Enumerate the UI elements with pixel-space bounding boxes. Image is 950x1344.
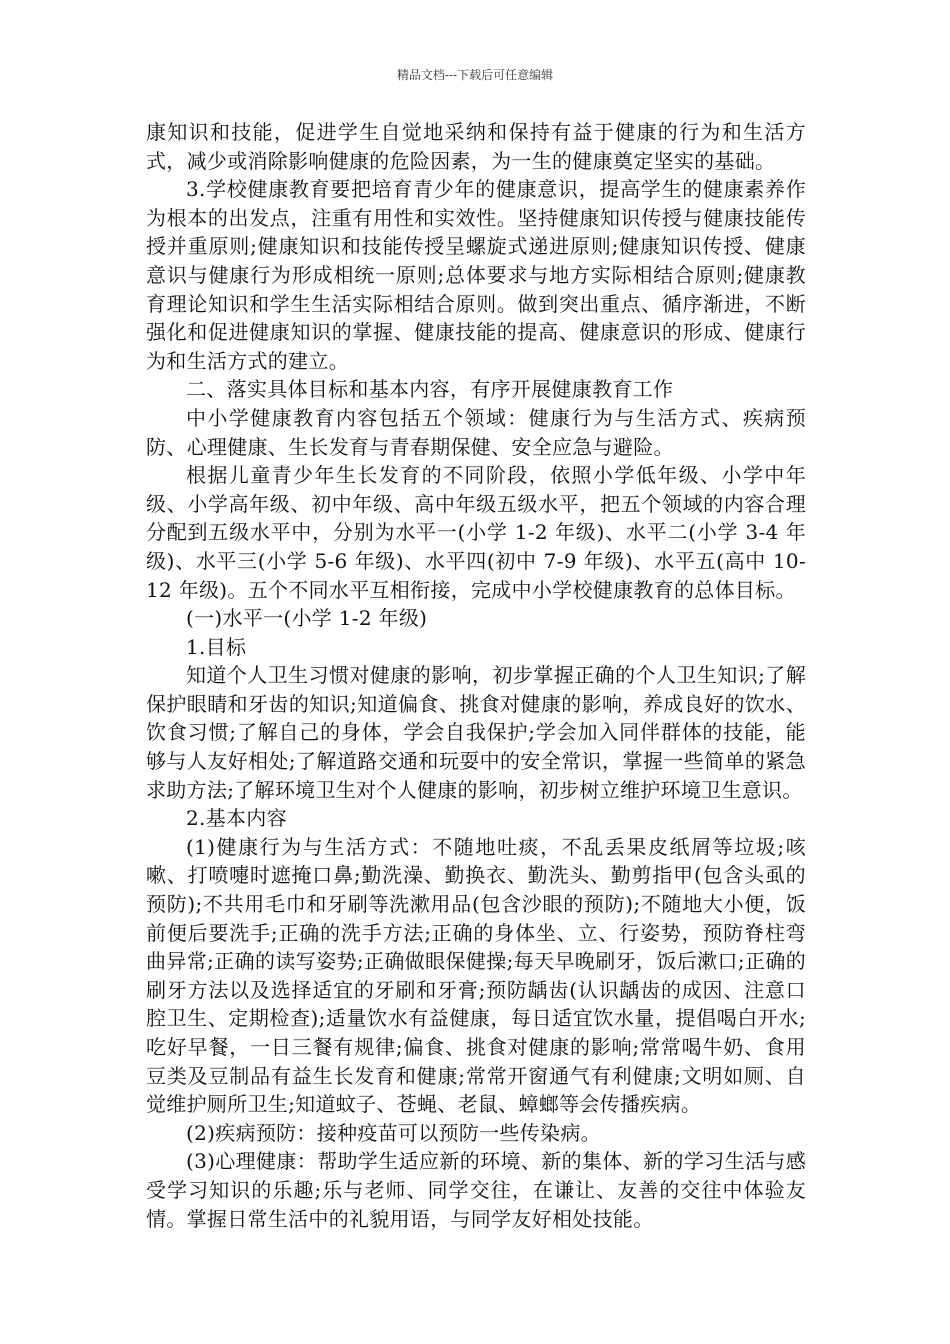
paragraph: (1)健康行为与生活方式：不随地吐痰，不乱丢果皮纸屑等垃圾;咳嗽、打喷嚏时遮掩口鼻;勤洗澡、勤换衣、勤洗头、勤剪指甲(包含头虱的预防);不共用毛巾和牙刷等洗漱用品(包含沙眼的预防);不随地大小便，饭前便后要洗手;正确的洗手方法;正确的身体坐、立、行姿势，预防脊柱弯曲异常;正确的读写姿势;正确做眼保健操;每天早晚刷牙，饭后漱口;正确的刷牙方法以及选择适宜的牙刷和牙膏;预防龋齿(认识龋齿的成因、注意口腔卫生、定期检查);适量饮水有益健康，每日适宜饮水量，提倡喝白开水;吃好早餐，一日三餐有规律;偏食、挑食对健康的影响;常常喝牛奶、食用豆类及豆制品有益生长发育和健康;常常开窗通气有利健康;文明如厕、自觉维护厕所卫生;知道蚊子、苍蝇、老鼠、蟑螂等会传播疾病。: [146, 834, 806, 1117]
page-header: 精品文档---下载后可任意编辑: [396, 68, 554, 82]
paragraph: (2)疾病预防：接种疫苗可以预防一些传染病。: [186, 1120, 601, 1145]
item-heading: 2.基本内容: [186, 806, 287, 831]
paragraph: (3)心理健康：帮助学生适应新的环境、新的集体、新的学习生活与感受学习知识的乐趣;乐与老师、同学交往，在谦让、友善的交往中体验友情。掌握日常生活中的礼貌用语，与同学友好相处技能。: [146, 1149, 806, 1231]
subsection-heading: (一)水平一(小学 1-2 年级): [186, 606, 428, 631]
paragraph: 康知识和技能，促进学生自觉地采纳和保持有益于健康的行为和生活方式，减少或消除影响健康的危险因素，为一生的健康奠定坚实的基础。: [146, 120, 806, 173]
document-body: [146, 118, 806, 1233]
paragraph: 根据儿童青少年生长发育的不同阶段，依照小学低年级、小学中年级、小学高年级、初中年级、高中年级五级水平，把五个领域的内容合理分配到五级水平中，分别为水平一(小学 1-2 年级)、水平二(小学 3-4 年级)、水平三(小学 5-6 年级)、水平四(初中 7-9 年级)、水平五(高中 10-12 年级)。五个不同水平互相衔接，完成中小学校健康教育的总体目标。: [146, 463, 806, 602]
section-heading: 二、落实具体目标和基本内容，有序开展健康教育工作: [186, 377, 674, 402]
paragraph: 中小学健康教育内容包括五个领域：健康行为与生活方式、疾病预防、心理健康、生长发育与青春期保健、安全应急与避险。: [146, 405, 806, 459]
item-heading: 1.目标: [186, 634, 247, 659]
paragraph: 3.学校健康教育要把培育青少年的健康意识，提高学生的健康素养作为根本的出发点，注重有用性和实效性。坚持健康知识传授与健康技能传授并重原则;健康知识和技能传授呈螺旋式递进原则;健康知识传授、健康意识与健康行为形成相统一原则;总体要求与地方实际相结合原则;健康教育理论知识和学生生活实际相结合原则。做到突出重点、循序渐进，不断强化和促进健康知识的掌握、健康技能的提高、健康意识的形成、健康行为和生活方式的建立。: [146, 177, 806, 373]
paragraph: 知道个人卫生习惯对健康的影响，初步掌握正确的个人卫生知识;了解保护眼睛和牙齿的知识;知道偏食、挑食对健康的影响，养成良好的饮水、饮食习惯;了解自己的身体，学会自我保护;学会加入同伴群体的技能，能够与人友好相处;了解道路交通和玩耍中的安全常识，掌握一些简单的紧急求助方法;了解环境卫生对个人健康的影响，初步树立维护环境卫生意识。: [146, 663, 806, 802]
